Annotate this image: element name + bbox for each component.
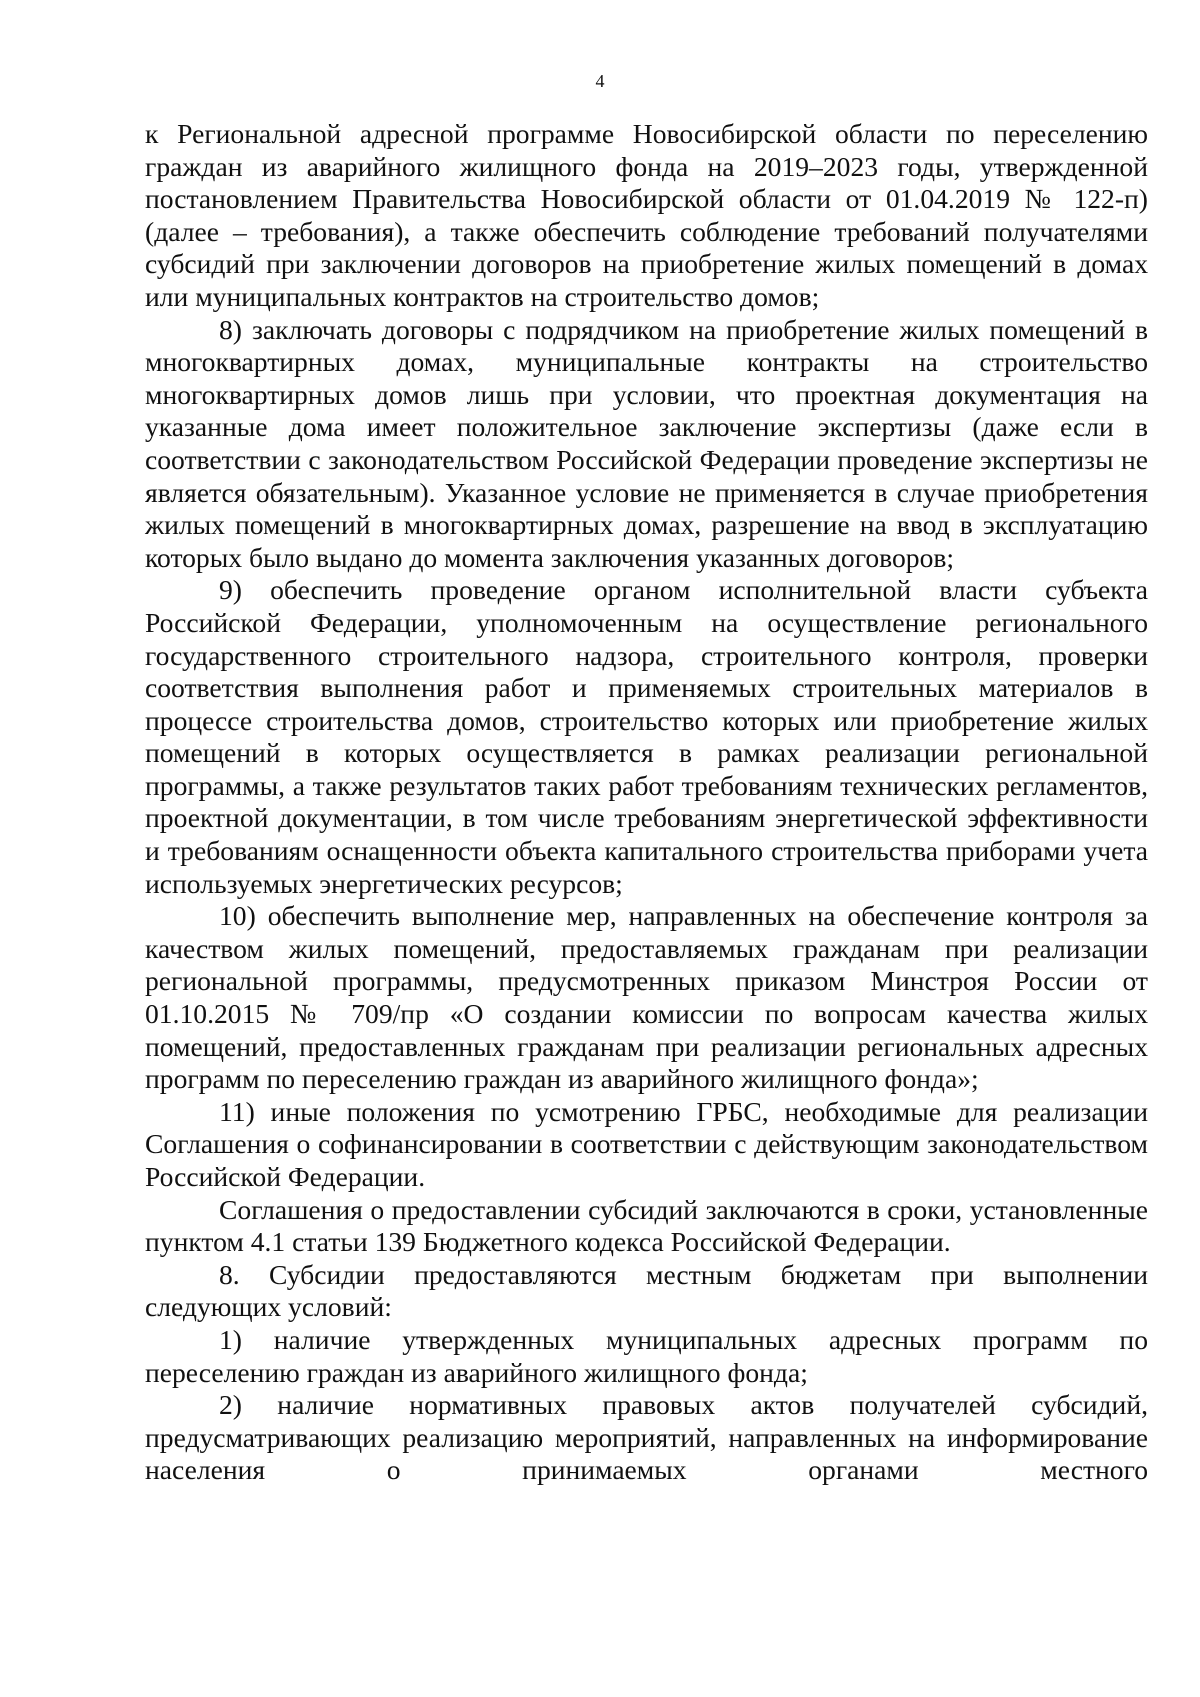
paragraph-section-8-conditions: 8. Субсидии предоставляются местным бюджетам при выполнении следующих условий: [145, 1258, 1148, 1323]
document-body [145, 118, 1148, 1487]
paragraph-item-11-other-provisions: 11) иные положения по усмотрению ГРБС, необходимые для реализации Соглашения о софинансировании в соответствии с действующим законодательством Российской Федерации. [145, 1095, 1148, 1192]
page-number: 4 [595, 71, 605, 91]
paragraph-agreements-terms: Соглашения о предоставлении субсидий заключаются в сроки, установленные пунктом 4.1 статьи 139 Бюджетного кодекса Российской Федерации. [145, 1193, 1148, 1258]
paragraph-condition-2: 2) наличие нормативных правовых актов получателей субсидий, предусматривающих реализацию мероприятий, направленных на информирование населения о принимаемых органами местного [145, 1389, 1148, 1486]
paragraph-item-9-supervision: 9) обеспечить проведение органом исполнительной власти субъекта Российской Федерации, уполномоченным на осуществление регионального государственного строительного надзора, строительного контроля, проверки соответствия выполнения работ и применяемых строительных материалов в процессе строительства домов, строительство которых или приобретение жилых помещений в которых осуществляется в рамках реализации региональной программы, а также результатов таких работ требованиям технических регламентов, проектной документации, в том числе требованиям энергетической эффективности и требованиям оснащенности объекта капитального строительства приборами учета используемых энергетических ресурсов; [145, 574, 1148, 899]
paragraph-item-10-quality-control: 10) обеспечить выполнение мер, направленных на обеспечение контроля за качеством жилых помещений, предоставляемых гражданам при реализации региональной программы, предусмотренных приказом Минстроя России от 01.10.2015 № 709/пр «О создании комиссии по вопросам качества жилых помещений, предоставленных гражданам при реализации региональных адресных программ по переселению граждан из аварийного жилищного фонда»; [145, 900, 1148, 1095]
paragraph-item-8-contracts: 8) заключать договоры с подрядчиком на приобретение жилых помещений в многоквартирных домах, муниципальные контракты на строительство многоквартирных домов лишь при условии, что проектная документация на указанные дома имеет положительное заключение экспертизы (даже если в соответствии с законодательством Российской Федерации проведение экспертизы не является обязательным). Указанное условие не применяется в случае приобретения жилых помещений в многоквартирных домах, разрешение на ввод в эксплуатацию которых было выдано до момента заключения указанных договоров; [145, 313, 1148, 573]
paragraph-requirements-continuation: к Региональной адресной программе Новосибирской области по переселению граждан из аварийного жилищного фонда на 2019–2023 годы, утвержденной постановлением Правительства Новосибирской области от 01.04.2019 № 122-п) (далее – требования), а также обеспечить соблюдение требований получателями субсидий при заключении договоров на приобретение жилых помещений в домах или муниципальных контрактов на строительство домов; [145, 118, 1148, 312]
paragraph-condition-1: 1) наличие утвержденных муниципальных адресных программ по переселению граждан из аварийного жилищного фонда; [145, 1323, 1148, 1388]
